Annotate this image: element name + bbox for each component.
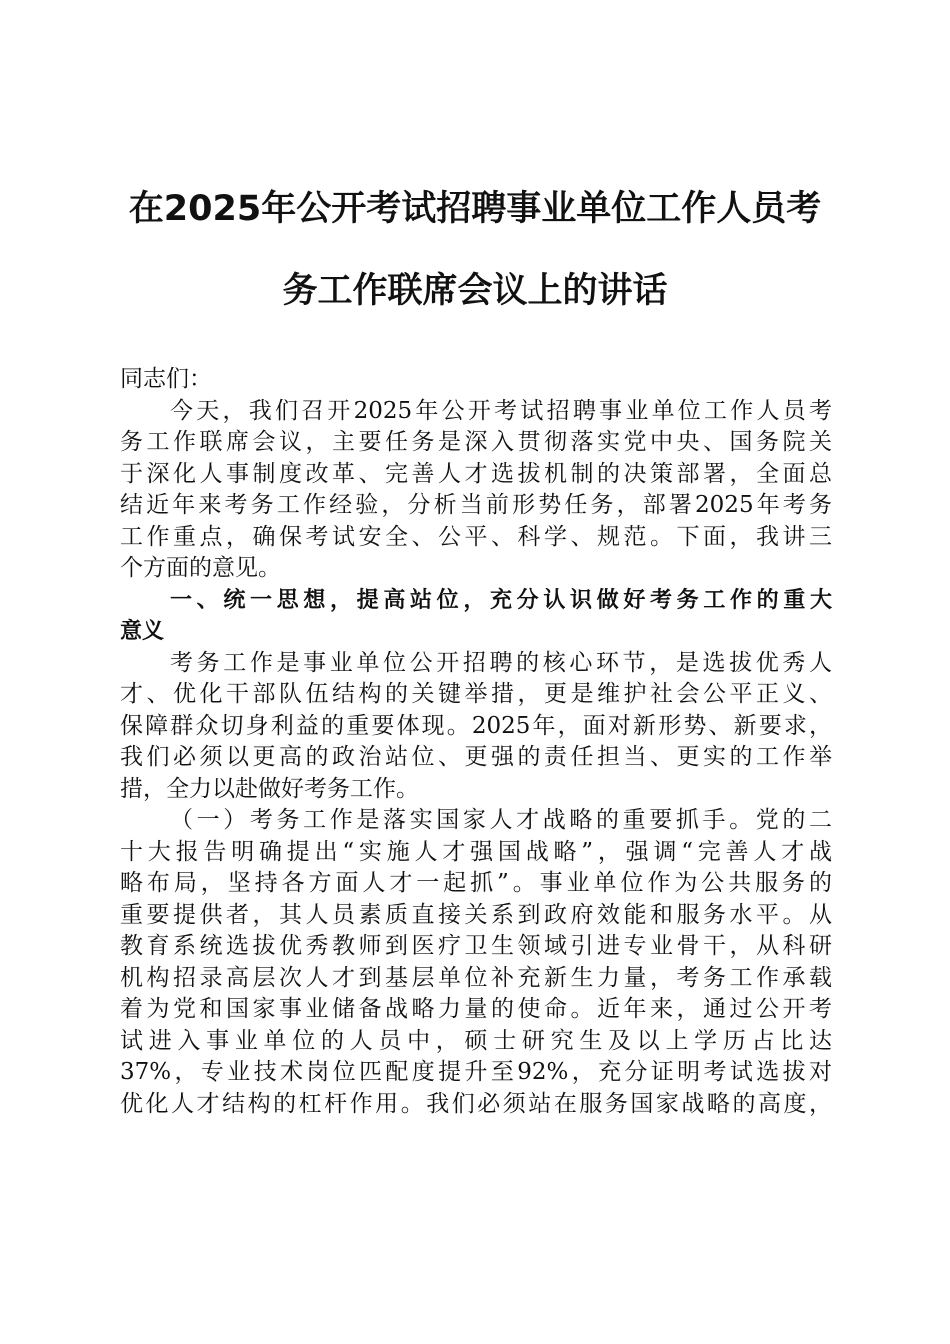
paragraph-line: 今天，我们召开2025年公开考试招聘事业单位工作人员考: [170, 397, 832, 424]
subsection-1-paragraph: [120, 805, 832, 1120]
paragraph-line: 教育系统选拔优秀教师到医疗卫生领域引进专业骨干，从科研: [120, 933, 832, 959]
document-body: [120, 364, 832, 1120]
title-line-2: 务工作联席会议上的讲话: [282, 271, 668, 311]
paragraph-line: 结近年来考务工作经验，分析当前形势任务，部署2025年考务: [120, 492, 832, 518]
paragraph-line: 于深化人事制度改革、完善人才选拔机制的决策部署，全面总: [120, 460, 832, 487]
paragraph-line: 考务工作是事业单位公开招聘的核心环节，是选拔优秀人: [170, 649, 832, 676]
paragraph-line: 优化人才结构的杠杆作用。我们必须站在服务国家战略的高度，: [120, 1090, 832, 1117]
paragraph-line: 保障群众切身利益的重要体现。2025年，面对新形势、新要求，: [120, 712, 832, 739]
paragraph-line: 个方面的意见。: [120, 555, 281, 581]
paragraph-line: 才、优化干部队伍结构的关键举措，更是维护社会公平正义、: [120, 681, 832, 707]
heading-line: 一、统一思想，提高站位，充分认识做好考务工作的重大: [170, 587, 832, 613]
paragraph-line: 机构招录高层次人才到基层单位补充新生力量，考务工作承载: [120, 964, 832, 991]
title-line-1: 在2025年公开考试招聘事业单位工作人员考: [128, 189, 822, 229]
paragraph-line: 我们必须以更高的政治站位、更强的责任担当、更实的工作举: [120, 744, 832, 770]
paragraph-line: 措，全力以赴做好考务工作。: [120, 775, 419, 802]
paragraph-line: 着为党和国家事业储备战略力量的使命。近年来，通过公开考: [120, 996, 832, 1022]
paragraph-line: 重要提供者，其人员素质直接关系到政府效能和服务水平。从: [120, 901, 832, 928]
section-1-paragraph: [120, 648, 832, 806]
paragraph-line: （一）考务工作是落实国家人才战略的重要抓手。党的二: [170, 807, 832, 833]
salutation: 同志们：: [120, 366, 212, 392]
section-1-heading: [120, 585, 832, 648]
document-title: [110, 168, 840, 332]
paragraph-line: 十大报告明确提出“实施人才强国战略”，强调“完善人才战: [120, 838, 832, 865]
paragraph-line: 试进入事业单位的人员中，硕士研究生及以上学历占比达: [120, 1027, 832, 1054]
paragraph-line: 务工作联席会议，主要任务是深入贯彻落实党中央、国务院关: [120, 429, 832, 455]
intro-paragraph: [120, 396, 832, 585]
paragraph-line: 略布局，坚持各方面人才一起抓”。事业单位作为公共服务的: [120, 870, 832, 896]
paragraph-line: 37%，专业技术岗位匹配度提升至92%，充分证明考试选拔对: [120, 1059, 832, 1085]
paragraph-line: 工作重点，确保考试安全、公平、科学、规范。下面，我讲三: [120, 523, 832, 550]
heading-line: 意义: [120, 619, 165, 644]
